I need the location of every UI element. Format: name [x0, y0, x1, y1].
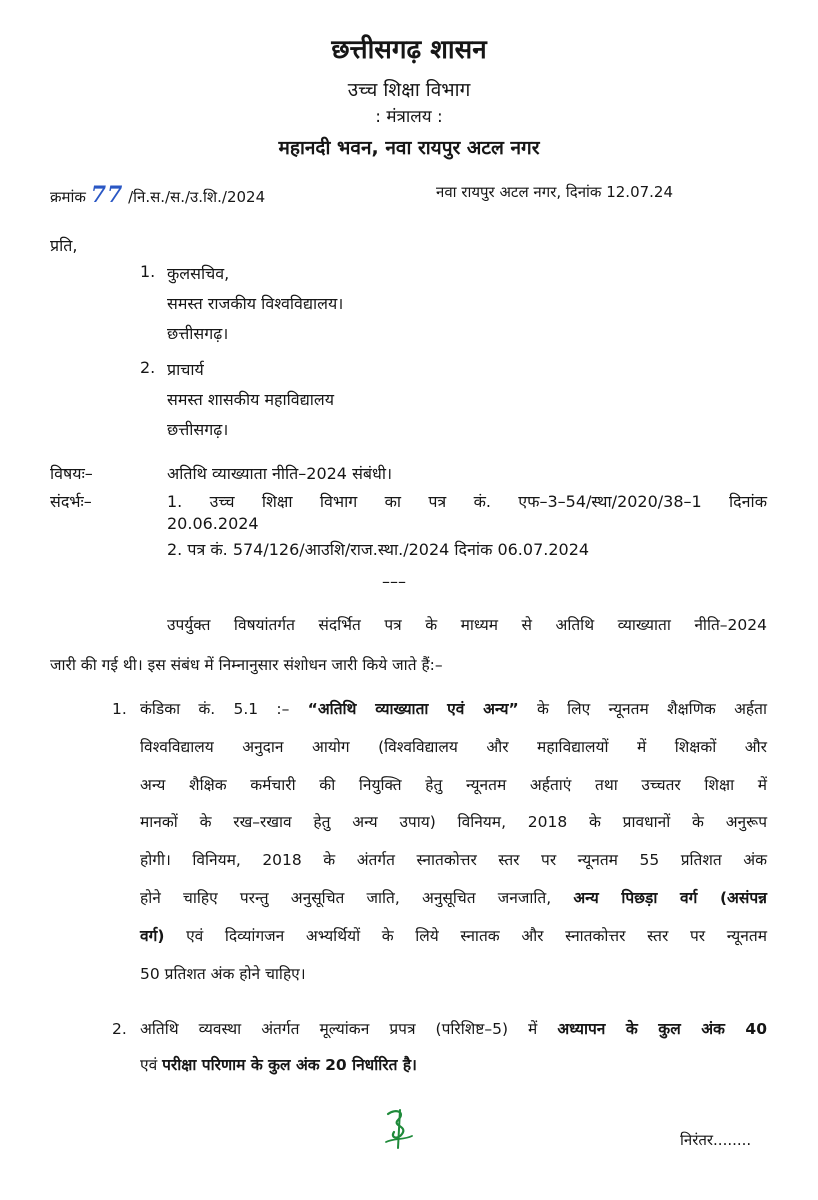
references-label: संदर्भः–	[50, 492, 92, 511]
reference-item-continued: 20.06.2024	[167, 514, 259, 533]
recipient-number: 1.	[140, 262, 156, 281]
signature-initials-icon	[378, 1104, 418, 1152]
point-text: एवं	[140, 1056, 163, 1074]
recipient-line: समस्त शासकीय महाविद्यालय	[167, 390, 335, 409]
intro-paragraph-line: जारी की गई थी। इस संबंध में निम्नानुसार संशोधन जारी किये जाते हैं:–	[50, 656, 443, 674]
section-divider: –––	[382, 572, 406, 591]
point-text: एवं दिव्यांगजन अभ्यर्थियों के लिये स्नातक और स्नातकोत्तर स्तर पर न्यूनतम	[164, 927, 767, 945]
point-emphasis: परीक्षा परिणाम के कुल अंक 20 निर्धारित है।	[162, 1056, 417, 1074]
recipient-line: समस्त राजकीय विश्वविद्यालय।	[167, 294, 344, 313]
point-line	[140, 927, 767, 946]
point-line: मानकों के रख–रखाव हेतु अन्य उपाय) विनियम, 2018 के प्रावधानों के अनुरूप	[140, 813, 767, 831]
recipient-number: 2.	[140, 358, 156, 377]
ministry-label: : मंत्रालय :	[375, 107, 443, 127]
reference-prefix: क्रमांक	[50, 188, 86, 206]
point-line	[140, 889, 767, 908]
point-line	[140, 700, 767, 719]
reference-item: 2. पत्र कं. 574/126/आउशि/राज.स्था./2024 दिनांक 06.07.2024	[167, 540, 590, 559]
recipient-line: छत्तीसगढ़।	[167, 324, 229, 343]
point-line: विश्वविद्यालय अनुदान आयोग (विश्वविद्यालय और महाविद्यालयों में शिक्षकों और	[140, 738, 767, 756]
recipient-line: छत्तीसगढ़।	[167, 420, 229, 439]
point-line	[140, 1056, 417, 1075]
department-name: उच्च शिक्षा विभाग	[347, 79, 471, 101]
point-line: होगी। विनियम, 2018 के अंतर्गत स्नातकोत्तर स्तर पर न्यूनतम 55 प्रतिशत अंक	[140, 851, 767, 869]
point-emphasis: वर्ग)	[140, 927, 165, 945]
point-line	[140, 1020, 767, 1039]
point-text: कंडिका कं. 5.1 :–	[140, 700, 308, 718]
recipient-line: कुलसचिव,	[167, 264, 230, 283]
recipient-line: प्राचार्य	[167, 360, 204, 379]
intro-paragraph-line: उपर्युक्त विषयांतर्गत संदर्भित पत्र के माध्यम से अतिथि व्याख्याता नीति–2024	[167, 616, 767, 634]
point-emphasis: अन्य पिछड़ा वर्ग (असंपन्न	[573, 889, 767, 907]
point-number: 1.	[112, 700, 127, 718]
point-text: के लिए न्यूनतम शैक्षणिक अर्हता	[518, 700, 767, 718]
office-address: महानदी भवन, नवा रायपुर अटल नगर	[278, 137, 540, 159]
point-line: 50 प्रतिशत अंक होने चाहिए।	[140, 965, 306, 983]
to-label: प्रति,	[50, 236, 78, 255]
reference-item: 1. उच्च शिक्षा विभाग का पत्र कं. एफ–3–54/स्था/2020/38–1 दिनांक	[167, 492, 767, 511]
reference-number	[50, 182, 265, 208]
point-emphasis: अध्यापन के कुल अंक 40	[557, 1020, 767, 1038]
subject-text: अतिथि व्याख्याता नीति–2024 संबंधी।	[167, 464, 393, 483]
government-title: छत्तीसगढ़ शासन	[331, 35, 487, 65]
reference-suffix: /नि.स./स./उ.शि./2024	[128, 188, 266, 206]
point-number: 2.	[112, 1020, 127, 1038]
subject-label: विषयः–	[50, 464, 93, 483]
place-and-date: नवा रायपुर अटल नगर, दिनांक 12.07.24	[436, 183, 674, 201]
point-emphasis: “अतिथि व्याख्याता एवं अन्य”	[307, 700, 519, 718]
point-text: होने चाहिए परन्तु अनुसूचित जाति, अनुसूचित जनजाति,	[140, 889, 574, 907]
reference-handwritten-number: 77	[90, 182, 124, 208]
continued-label: निरंतर........	[680, 1131, 752, 1149]
point-text: अतिथि व्यवस्था अंतर्गत मूल्यांकन प्रपत्र (परिशिष्ट–5) में	[140, 1020, 558, 1038]
point-line: अन्य शैक्षिक कर्मचारी की नियुक्ति हेतु न्यूनतम अर्हताएं तथा उच्चतर शिक्षा में	[140, 776, 767, 794]
